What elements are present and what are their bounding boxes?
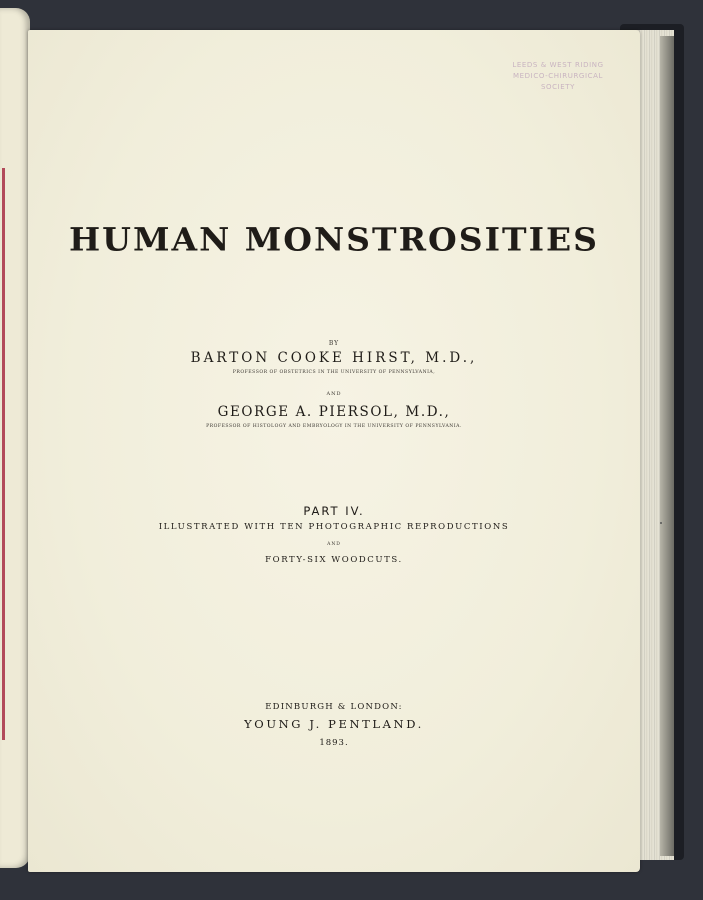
edge-mark bbox=[660, 522, 662, 524]
stamp-line-1: LEEDS & WEST RIDING bbox=[512, 61, 604, 69]
stamp-line-2: MEDICO-CHIRURGICAL SOCIETY bbox=[513, 72, 603, 91]
imprint-year: 1893. bbox=[319, 738, 349, 748]
library-stamp bbox=[498, 60, 618, 93]
facing-page bbox=[0, 8, 30, 868]
facing-page-red-rule bbox=[2, 168, 5, 740]
author-1-name: BARTON COOKE HIRST, M.D., bbox=[190, 350, 478, 366]
author-1-affiliation: PROFESSOR OF OBSTETRICS IN THE UNIVERSITY OF PENNSYLVANIA, bbox=[232, 370, 436, 375]
and-label: AND bbox=[326, 391, 342, 397]
illustrations-line: ILLUSTRATED WITH TEN PHOTOGRAPHIC REPRODUCTIONS bbox=[158, 522, 510, 532]
page-edges-shadow bbox=[660, 36, 674, 856]
imprint-place: EDINBURGH & LONDON: bbox=[265, 702, 403, 712]
title-page bbox=[28, 30, 640, 872]
book-title: HUMAN MONSTROSITIES bbox=[69, 220, 599, 259]
author-2-name: GEORGE A. PIERSOL, M.D., bbox=[217, 404, 451, 420]
by-label: BY bbox=[328, 340, 340, 347]
author-2-affiliation: PROFESSOR OF HISTOLOGY AND EMBRYOLOGY IN THE UNIVERSITY OF PENNSYLVANIA. bbox=[206, 424, 462, 429]
and-small-label: AND bbox=[327, 542, 341, 547]
part-number: PART IV. bbox=[303, 504, 365, 518]
woodcuts-line: FORTY-SIX WOODCUTS. bbox=[265, 555, 403, 565]
imprint-publisher: YOUNG J. PENTLAND. bbox=[244, 717, 424, 731]
